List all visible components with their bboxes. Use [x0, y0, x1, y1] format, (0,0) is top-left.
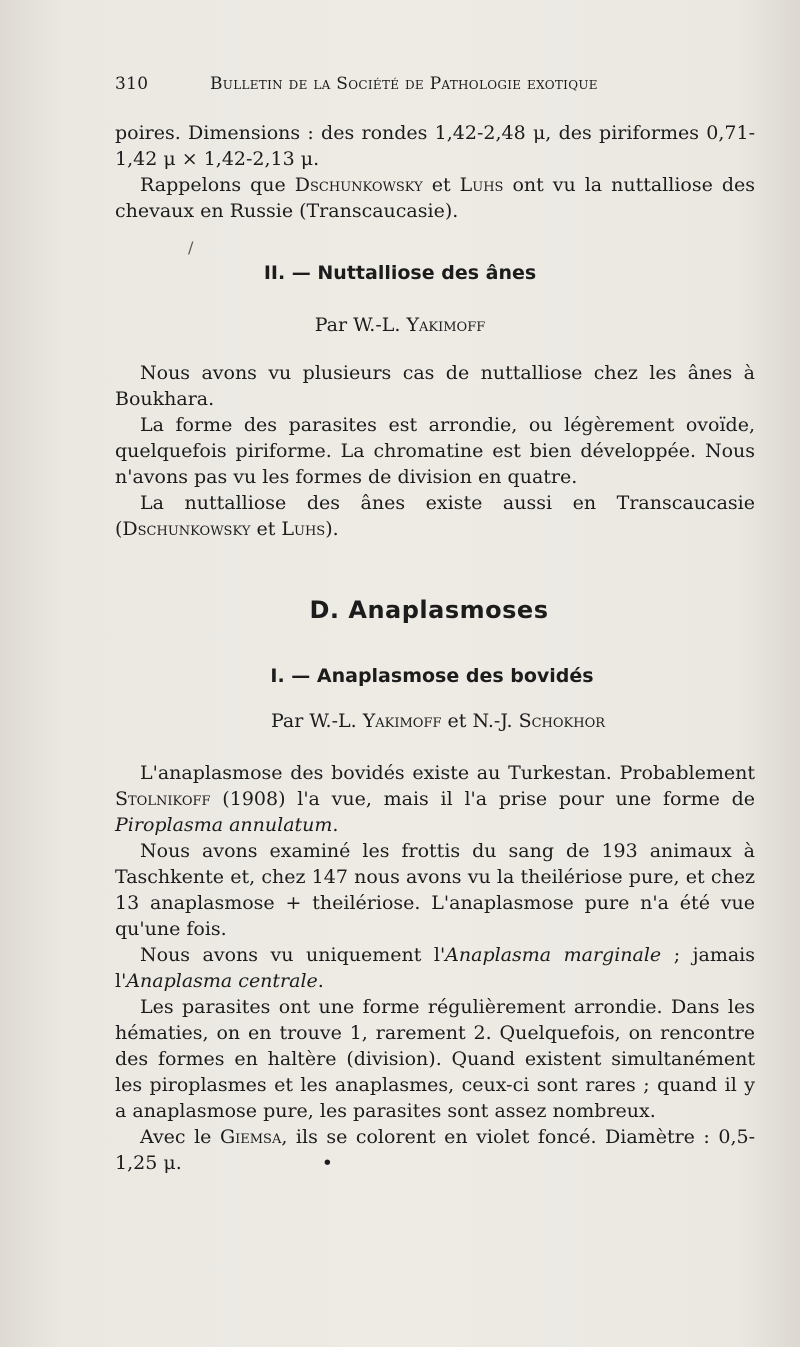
section-d-paragraph-2: Nous avons examiné les frottis du sang de 193 animaux à Taschkente et, chez 147 nous avons vu la theilériose pure, et chez 13 anaplasmose + theilériose. L'anaplasmose pure n'a été vue qu'une fois. — [115, 840, 755, 940]
stray-mark: / — [188, 238, 194, 257]
intro-paragraph-2: Rappelons que Dschunkowsky et Luhs ont vu la nuttalliose des chevaux en Russie (Transcaucasie). — [115, 174, 755, 222]
section-ii-paragraph-3: La nuttalliose des ânes existe aussi en Transcaucasie (Dschunkowsky et Luhs). — [115, 492, 755, 540]
intro-block — [115, 120, 755, 224]
section-ii-heading: II. — Nuttalliose des ânes — [263, 262, 537, 284]
page-number: 310 — [115, 74, 149, 94]
section-d-paragraph-3: Nous avons vu uniquement l'Anaplasma marginale ; jamais l'Anaplasma centrale. — [115, 944, 755, 992]
section-d-body — [115, 760, 755, 1176]
section-ii-paragraph-1: Nous avons vu plusieurs cas de nuttalliose chez les ânes à Boukhara. — [115, 362, 755, 410]
section-d-paragraph-4: Les parasites ont une forme régulièrement arrondie. Dans les hématies, on en trouve 1, rarement 2. Quelquefois, on rencontre des formes en haltère (division). Quand existent simultanément les piroplasmes et les anaplasmes, ceux-ci sont rares ; quand il y a anaplasmose pure, les parasites sont assez nombreux. — [115, 996, 755, 1122]
running-title: Bulletin de la Société de Pathologie exotique — [210, 74, 598, 94]
section-ii-byline: Par W.-L. Yakimoff — [314, 314, 486, 336]
section-d-heading: D. Anaplasmoses — [309, 596, 549, 624]
section-d-subheading: I. — Anaplasmose des bovidés — [270, 665, 594, 687]
bullet-mark: • — [321, 1152, 333, 1174]
running-header — [115, 74, 670, 104]
section-ii-body — [115, 360, 755, 542]
section-ii-paragraph-2: La forme des parasites est arrondie, ou légèrement ovoïde, quelquefois piriforme. La chromatine est bien développée. Nous n'avons pas vu les formes de division en quatre. — [115, 414, 755, 488]
intro-paragraph-1: poires. Dimensions : des rondes 1,42-2,48 μ, des piriformes 0,71-1,42 μ × 1,42-2,13 μ. — [115, 122, 755, 170]
section-d-paragraph-1: L'anaplasmose des bovidés existe au Turkestan. Probablement Stolnikoff (1908) l'a vue, mais il l'a prise pour une forme de Piroplasma annulatum. — [115, 762, 755, 836]
section-d-byline: Par W.-L. Yakimoff et N.-J. Schokhor — [270, 710, 606, 732]
section-d-paragraph-5: Avec le Giemsa, ils se colorent en violet foncé. Diamètre : 0,5-1,25 μ. • — [115, 1126, 755, 1174]
